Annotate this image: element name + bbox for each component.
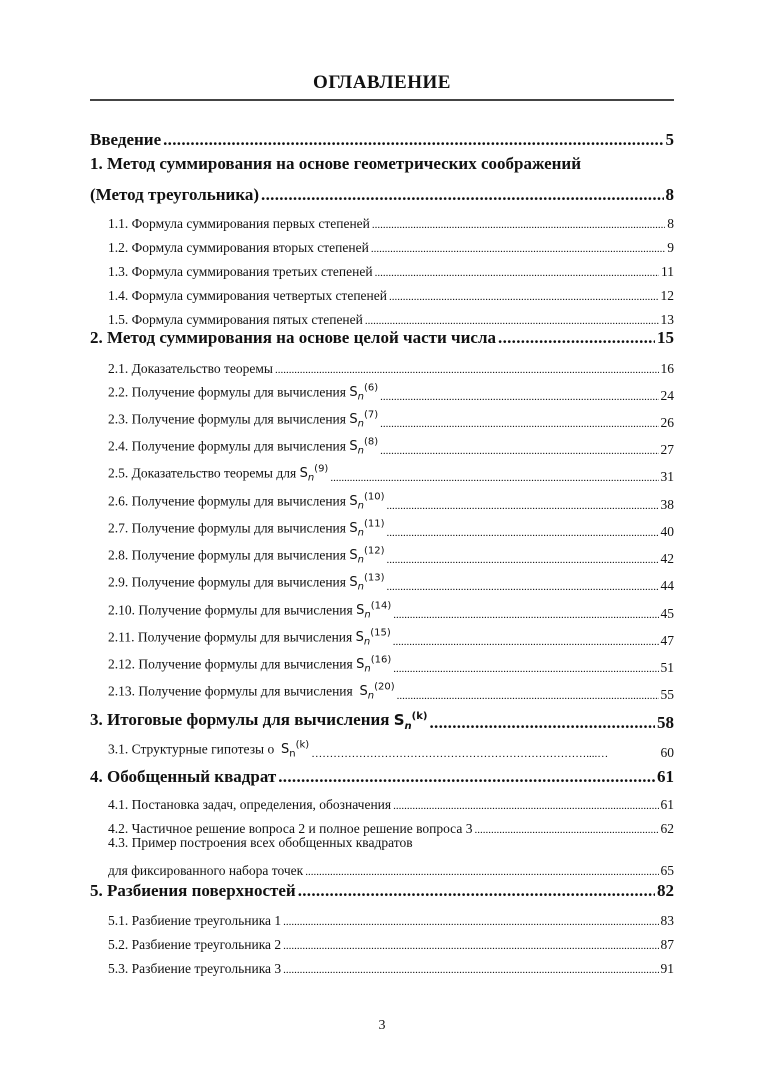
toc-entry-label: Введение [90, 129, 162, 149]
math-symbol [349, 546, 385, 566]
toc-page-number: 61 [657, 766, 674, 786]
math-symbol [356, 655, 392, 675]
toc-entry-label: 2.3. Получение формулы для вычисления [108, 411, 346, 427]
toc-page-number: 15 [657, 327, 674, 347]
dot-leader [393, 636, 659, 649]
dot-leader [397, 690, 659, 703]
toc-entry-2-11[interactable] [108, 623, 674, 649]
toc-page-number: 87 [660, 936, 674, 952]
math-base: S [356, 603, 365, 619]
math-sub: n [357, 446, 364, 457]
dot-leader [380, 391, 658, 404]
toc-page-number: 24 [660, 387, 674, 403]
toc-entry-label: 2.13. Получение формулы для вычисления [108, 683, 353, 699]
math-sub: n [367, 691, 375, 702]
math-base: S [349, 521, 358, 537]
toc-entry-ch4[interactable] [90, 761, 674, 787]
math-base: S [356, 657, 365, 673]
dot-leader [163, 130, 663, 150]
toc-entry-label: 5.2. Разбиение треугольника 2 [108, 936, 282, 952]
toc-entry-label: (Метод треугольника) [90, 184, 260, 204]
math-base: S [281, 742, 290, 758]
toc-entry-label: 5.3. Разбиение треугольника 3 [108, 960, 282, 976]
toc-entry-ch5[interactable] [90, 875, 674, 901]
dot-leader [278, 767, 655, 787]
toc-entry-label: 2.10. Получение формулы для вычисления [108, 602, 353, 618]
dot-leader [311, 748, 658, 761]
toc-entry-2-2[interactable] [108, 378, 674, 404]
math-sub: n [357, 528, 364, 539]
toc-page-number: 44 [660, 577, 674, 593]
dot-leader [275, 364, 659, 377]
toc-page-number: 8 [667, 215, 674, 231]
toc-page-number: 91 [660, 960, 674, 976]
toc-page-number: 45 [660, 605, 674, 621]
toc-page-number: 5 [665, 129, 674, 149]
math-sup: (12) [363, 546, 385, 558]
toc-entry-ch1[interactable] [90, 179, 674, 205]
toc-page-number: 13 [660, 311, 674, 327]
math-base: S [393, 711, 405, 729]
dot-leader [298, 881, 655, 901]
math-sup: (11) [363, 519, 385, 531]
math-sub: n [364, 610, 371, 621]
toc-page-number: 16 [660, 360, 674, 376]
math-base: S [349, 439, 358, 455]
math-symbol [299, 464, 329, 484]
toc-entry-label: 1.3. Формула суммирования третьих степеней [108, 263, 373, 279]
toc-entry-label: 1.2. Формула суммирования вторых степеней [108, 239, 369, 255]
toc-page-number: 60 [660, 744, 674, 760]
toc-entry-label: 4. Обобщенный квадрат [90, 766, 277, 786]
toc-entry-2-13[interactable] [108, 677, 674, 703]
toc-entry-1-1[interactable] [108, 206, 674, 232]
dot-leader [429, 713, 655, 733]
toc-page-number: 55 [660, 686, 674, 702]
toc-entry-1-2[interactable] [108, 230, 674, 256]
math-sup: (8) [363, 437, 379, 449]
toc-entry-2-4[interactable] [108, 432, 674, 458]
toc-entry-2-7[interactable] [108, 514, 674, 540]
math-symbol [349, 437, 379, 457]
math-symbol [349, 492, 385, 512]
dot-leader [387, 581, 659, 594]
math-symbol [349, 383, 379, 403]
dot-leader [474, 824, 658, 837]
toc-page-number: 12 [660, 287, 674, 303]
page-number: 3 [378, 1018, 386, 1033]
toc-entry-2-5[interactable] [108, 459, 674, 485]
toc-page-number: 31 [660, 468, 674, 484]
toc-entry-4-1[interactable] [108, 787, 674, 813]
toc-entry-2-10[interactable] [108, 596, 674, 622]
math-sub: n [357, 555, 364, 566]
math-symbol [356, 601, 392, 621]
toc-entry-label: 3. Итоговые формулы для вычисления [90, 710, 390, 729]
math-sup: (15) [370, 628, 391, 640]
toc-entry-ch3[interactable] [90, 705, 674, 733]
toc-entry-label: 4.2. Частичное решение вопроса 2 и полное решение вопроса 3 [108, 820, 473, 836]
toc-page-number: 26 [660, 414, 674, 430]
math-base: S [359, 684, 368, 700]
toc-entry-2-12[interactable] [108, 650, 674, 676]
math-sup: (10) [363, 492, 385, 504]
math-symbol [349, 519, 385, 539]
math-sup: (k) [411, 711, 428, 722]
math-sup: (k) [295, 740, 310, 752]
toc-entry-1-4[interactable] [108, 278, 674, 304]
toc-entry-2-3[interactable] [108, 405, 674, 431]
toc-entry-label: 2.11. Получение формулы для вычисления [108, 629, 353, 645]
toc-entry-label: для фиксированного набора точек [108, 862, 304, 878]
toc-page-number: 83 [660, 912, 674, 928]
toc-entry-label: 2.1. Доказательство теоремы [108, 360, 273, 376]
math-sub: n [364, 664, 371, 675]
toc-entry-label: 1.1. Формула суммирования первых степеней [108, 215, 370, 231]
toc-page-number: 42 [660, 550, 674, 566]
math-base: S [349, 575, 358, 591]
dot-leader [261, 185, 663, 205]
toc-page-number: 51 [660, 659, 674, 675]
toc-page-number: 27 [660, 441, 674, 457]
toc-page-number: 9 [667, 239, 674, 255]
toc-page-number: 58 [657, 712, 674, 732]
math-sub: n [357, 582, 364, 593]
dot-leader [387, 500, 659, 513]
toc-entry-4-2[interactable] [108, 811, 674, 837]
toc-entry-2-9[interactable] [108, 568, 674, 594]
toc-entry-2-6[interactable] [108, 487, 674, 513]
toc-entry-intro[interactable] [90, 124, 674, 150]
math-sup: (20) [374, 682, 395, 694]
math-symbol [359, 682, 395, 702]
dot-leader [393, 609, 658, 622]
math-base: S [299, 466, 308, 482]
toc-page-number: 47 [660, 632, 674, 648]
toc-entry-label: 5. Разбиения поверхностей [90, 880, 296, 900]
toc-entry-label: 2.9. Получение формулы для вычисления [108, 574, 346, 590]
toc-entry-2-1[interactable] [108, 351, 674, 377]
page-title: ОГЛАВЛЕНИЕ [313, 72, 451, 93]
toc-page-number: 40 [660, 523, 674, 539]
toc-page-number: 65 [660, 862, 674, 878]
math-base: S [349, 494, 358, 510]
toc-entry-label: 2.4. Получение формулы для вычисления [108, 438, 346, 454]
toc-entry-3-1[interactable] [108, 735, 674, 761]
toc-page-number: 61 [660, 796, 674, 812]
toc-entry-label: 2.7. Получение формулы для вычисления [108, 520, 346, 536]
math-sup: (13) [363, 573, 385, 585]
toc-entry-label: 2. Метод суммирования на основе целой части числа [90, 327, 497, 347]
toc-entry-label: 3.1. Структурные гипотезы о [108, 741, 275, 757]
dot-leader [283, 964, 658, 977]
math-sup: (6) [363, 383, 379, 395]
toc-entry-label: 2.2. Получение формулы для вычисления [108, 384, 346, 400]
toc-entry-label: 2.12. Получение формулы для вычисления [108, 656, 353, 672]
title-divider [90, 99, 674, 101]
toc-entry-label: 1.4. Формула суммирования четвертых степеней [108, 287, 387, 303]
math-symbol [393, 711, 428, 732]
toc-page-number: 82 [657, 880, 674, 900]
math-sub: n [404, 721, 412, 732]
math-sup: (14) [370, 601, 392, 613]
toc-page-number: 11 [661, 263, 674, 279]
math-base: S [355, 630, 364, 646]
toc-entry-5-1[interactable] [108, 903, 674, 929]
toc-entry-label: 5.1. Разбиение треугольника 1 [108, 912, 282, 928]
toc-entry-label: 2.6. Получение формулы для вычисления [108, 493, 346, 509]
math-sub: n [357, 501, 364, 512]
toc-page-number: 62 [660, 820, 674, 836]
math-sub: n [357, 419, 364, 430]
toc-entry-label: 2.8. Получение формулы для вычисления [108, 547, 346, 563]
math-sub: n [363, 637, 371, 648]
math-base: S [349, 412, 358, 428]
math-sub: n [307, 473, 315, 484]
math-sup: (7) [363, 410, 379, 422]
math-symbol [349, 573, 385, 593]
math-symbol [349, 410, 379, 430]
dot-leader [330, 472, 658, 485]
math-sub: n [289, 749, 296, 760]
math-symbol [281, 740, 310, 760]
toc-entry-label: 4.1. Постановка задач, определения, обозначения [108, 796, 392, 812]
dot-leader [387, 527, 659, 540]
toc-entry-ch2[interactable] [90, 322, 674, 348]
toc-page-number: 8 [665, 184, 674, 204]
toc-entry-label: 2.5. Доказательство теоремы для [108, 465, 297, 481]
dot-leader [498, 328, 655, 348]
toc-entry-5-3[interactable] [108, 951, 674, 977]
math-base: S [349, 548, 358, 564]
toc-entry-ch1-line1[interactable]: 1. Метод суммирования на основе геометрических соображений [90, 154, 581, 173]
math-sup: (16) [370, 655, 392, 667]
toc-entry-2-8[interactable] [108, 541, 674, 567]
toc-entry-5-2[interactable] [108, 927, 674, 953]
dot-leader [380, 445, 658, 458]
math-symbol [355, 628, 391, 648]
dot-leader [387, 554, 659, 567]
toc-entry-1-3[interactable] [108, 254, 674, 280]
toc-entry-4-3-line1[interactable]: 4.3. Пример построения всех обобщенных квадратов [108, 835, 413, 850]
math-base: S [349, 385, 358, 401]
math-sub: n [357, 392, 364, 403]
math-sup: (9) [314, 464, 329, 476]
toc-entry-label: 1.5. Формула суммирования пятых степеней [108, 311, 363, 327]
dot-leader [393, 663, 658, 676]
dot-leader [380, 418, 658, 431]
toc-page-number: 38 [660, 496, 674, 512]
